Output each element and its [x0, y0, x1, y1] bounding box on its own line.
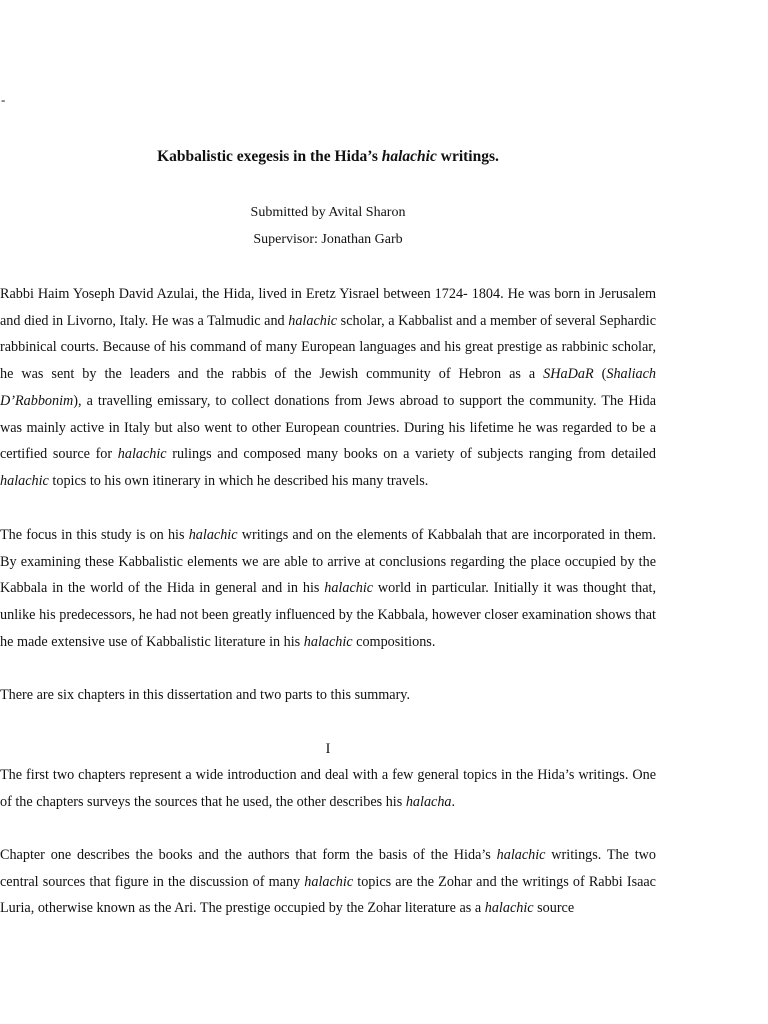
italic-text-run: halachic — [288, 312, 338, 329]
italic-text-run: halachic — [484, 900, 534, 917]
paragraph-introduction — [0, 762, 656, 815]
title-prefix: Kabbalistic exegesis in the Hida’s — [157, 148, 382, 165]
italic-text-run: Shaliach D’Rabbonim — [0, 366, 656, 409]
document-title — [0, 146, 656, 168]
supervisor-line: Supervisor: Jonathan Garb — [253, 232, 403, 247]
section-numeral: I — [325, 741, 331, 757]
text-run: scholar, a Kabbalist and a member of several Sephardic rabbinical courts. Because of his command of many European languages and his great prestige as rabbinic scholar, he was sent by the leaders and the rabbis of the Jewish community of Hebron as a — [0, 312, 656, 383]
text-run: writings and on the elements of Kabbalah that are incorporated in them. By examining these Kabbalistic elements we are able to arrive at conclusions regarding the place occupied by the Kabbala in the world of the Hida in general and in his — [0, 527, 656, 597]
title-italic-word: halachic — [381, 148, 437, 165]
paragraph-chapter-one — [0, 842, 656, 922]
italic-text-run: halachic — [188, 527, 238, 543]
text-run: The focus in this study is on his — [0, 527, 189, 543]
text-run: rulings and composed many books on a variety of subjects ranging from detailed — [166, 446, 656, 463]
text-run: There are six chapters in this dissertation and two parts to this summary. — [0, 687, 411, 703]
text-run: topics are the Zohar and the writings of Rabbi Isaac Luria, otherwise known as the Ari. The prestige occupied by the Zohar literature as a — [0, 873, 656, 917]
text-run: writings. The two central sources that figure in the discussion of many — [0, 847, 656, 890]
text-run: world in particular. Initially it was thought that, unlike his predecessors, he had not been greatly influenced by the Kabbala, however closer examination shows that he made extensive use of Kabbalistic literature in his — [0, 580, 656, 650]
text-run: Rabbi Haim Yoseph David Azulai, the Hida, lived in Eretz Yisrael between 1724- 1804. He was born in Jerusalem and died in Livorno, Italy. He was a Talmudic and — [0, 286, 656, 329]
text-run: Chapter one describes the books and the authors that form the basis of the Hida’s — [0, 847, 497, 863]
text-run: The first two chapters represent a wide introduction and deal with a few general topics in the Hida’s writings. One of the chapters surveys the sources that he used, the other describes his — [0, 767, 656, 810]
italic-text-run: halachic — [0, 472, 49, 489]
italic-text-run: SHaDaR — [543, 366, 594, 383]
stray-dash-mark: - — [1, 92, 6, 107]
paragraph-study-focus — [0, 522, 656, 656]
paragraph-biography — [0, 281, 656, 495]
italic-text-run: halachic — [304, 873, 354, 890]
text-run: . — [451, 793, 456, 810]
italic-text-run: halachic — [496, 847, 546, 863]
italic-text-run: halachic — [303, 633, 353, 650]
author-line: Submitted by Avital Sharon — [250, 205, 406, 220]
italic-text-run: halacha — [405, 793, 452, 810]
text-run: topics to his own itinerary in which he described his many travels. — [48, 472, 429, 489]
italic-text-run: halachic — [117, 446, 167, 463]
text-run: ( — [593, 366, 607, 383]
title-suffix: writings. — [436, 148, 499, 165]
text-run: compositions. — [352, 633, 436, 650]
text-run: ), a travelling emissary, to collect donations from Jews abroad to support the community. The Hida was mainly active in Italy but also went to other European countries. During his lifetime he was regarded to be a certified source for — [0, 392, 656, 463]
italic-text-run: halachic — [324, 580, 374, 597]
paragraph-structure — [0, 682, 656, 709]
text-run: source — [533, 900, 575, 917]
